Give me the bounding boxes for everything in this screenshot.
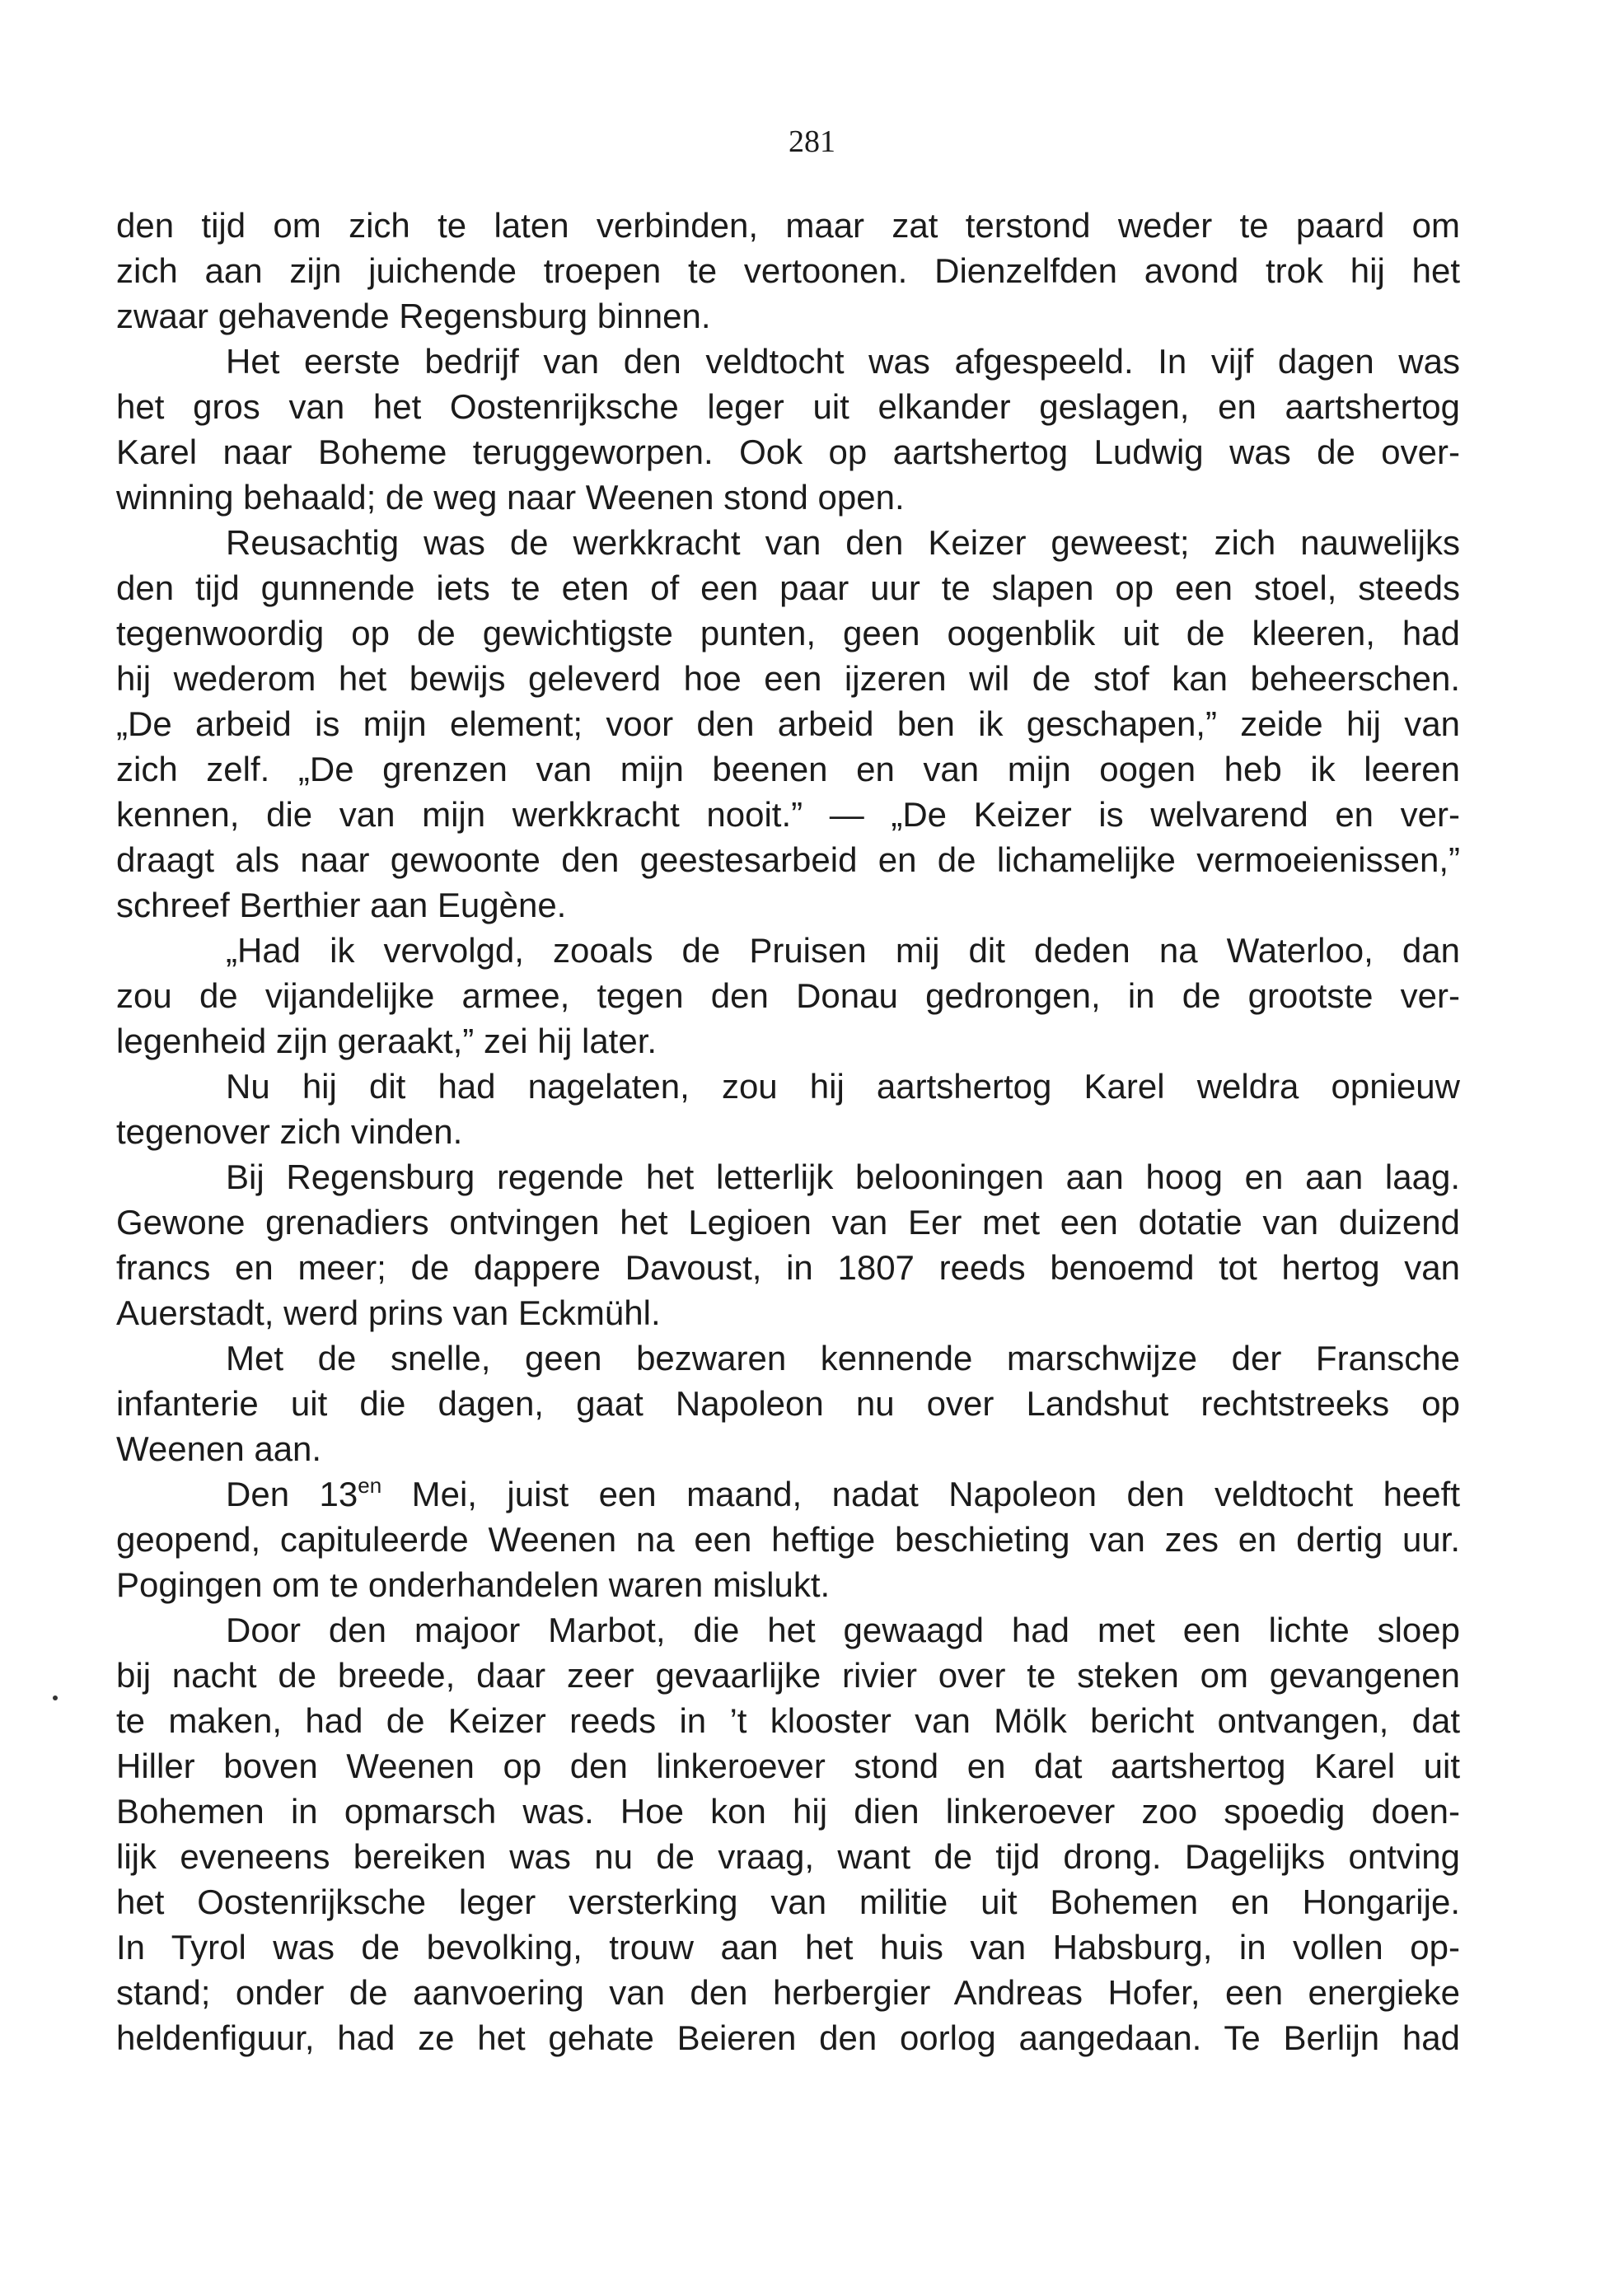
paragraph [116,1335,1460,1471]
text-line: lijk eveneens bereiken was nu de vraag, want de tijd drong. Dagelijks ontving [116,1837,1460,1876]
superscript: en [358,1473,382,1498]
text-line: bij nacht de breede, daar zeer gevaarlijke rivier over te steken om gevangenen [116,1656,1460,1695]
text-line: zou de vijandelijke armee, tegen den Donau gedrongen, in de grootste ver- [116,976,1460,1015]
margin-dot-mark [53,1695,58,1700]
text-line: draagt als naar gewoonte den geestesarbeid en de lichamelijke vermoeienissen,” [116,840,1460,879]
text-line: „De arbeid is mijn element; voor den arbeid ben ik geschapen,” zeide hij van [116,704,1460,743]
text-line: legenheid zijn geraakt,” zei hij later. [116,1022,658,1060]
body-text [116,203,1460,2060]
text-line: hij wederom het bewijs geleverd hoe een ijzeren wil de stof kan beheerschen. [116,659,1460,698]
paragraph [116,1154,1460,1335]
text-line: den tijd om zich te laten verbinden, maar zat terstond weder te paard om [116,206,1460,245]
paragraph [116,520,1460,928]
text-line: Met de snelle, geen bezwaren kennende marschwijze der Fransche [226,1339,1460,1377]
text-line: Weenen aan. [116,1429,322,1468]
text-line: Door den majoor Marbot, die het gewaagd had met een lichte sloep [226,1611,1460,1649]
text-line: Pogingen om te onderhandelen waren mislukt. [116,1565,831,1604]
text-line: Hiller boven Weenen op den linkeroever stond en dat aartshertog Karel uit [116,1747,1460,1785]
text-line: te maken, had de Keizer reeds in ’t klooster van Mölk bericht ontvangen, dat [116,1701,1460,1740]
text-line: geopend, capituleerde Weenen na een heftige beschieting van zes en dertig uur. [116,1520,1460,1559]
text-line: Gewone grenadiers ontvingen het Legioen van Eer met een dotatie van duizend [116,1203,1460,1242]
text-line: zich aan zijn juichende troepen te vertoonen. Dienzelfden avond trok hij het [116,251,1460,290]
text-line: In Tyrol was de bevolking, trouw aan het huis van Habsburg, in vollen op- [116,1928,1460,1967]
text-line: het gros van het Oostenrijksche leger uit elkander geslagen, en aartshertog [116,387,1460,426]
text-line: Nu hij dit had nagelaten, zou hij aartshertog Karel weldra opnieuw [226,1067,1460,1106]
text-line: tegenover zich vinden. [116,1112,463,1151]
text-line: Karel naar Boheme teruggeworpen. Ook op aartshertog Ludwig was de over- [116,433,1460,471]
page-number: 281 [789,124,835,159]
paragraph [116,1607,1460,2060]
text-line: stand; onder de aanvoering van den herbergier Andreas Hofer, een energieke [116,1973,1460,2012]
text-line: zwaar gehavende Regensburg binnen. [116,297,711,335]
paragraph [116,339,1460,520]
text-line: tegenwoordig op de gewichtigste punten, geen oogenblik uit de kleeren, had [116,614,1460,652]
text-line [116,1471,1460,1517]
text-line: infanterie uit die dagen, gaat Napoleon nu over Landshut rechtstreeks op [116,1384,1460,1423]
text-line: heldenfiguur, had ze het gehate Beieren den oorlog aangedaan. Te Berlijn had [116,2018,1460,2057]
paragraph [116,203,1460,339]
text-line: schreef Berthier aan Eugène. [116,886,567,924]
text-line: Het eerste bedrijf van den veldtocht was afgespeeld. In vijf dagen was [226,342,1460,381]
text-line: winning behaald; de weg naar Weenen stond open. [116,478,905,517]
text-line: kennen, die van mijn werkkracht nooit.” — „De Keizer is welvarend en ver- [116,795,1460,834]
text-line: Bij Regensburg regende het letterlijk belooningen aan hoog en aan laag. [226,1158,1460,1196]
paragraph [116,1471,1460,1607]
text-line: Bohemen in opmarsch was. Hoe kon hij dien linkeroever zoo spoedig doen- [116,1792,1460,1831]
text-line: francs en meer; de dappere Davoust, in 1807 reeds benoemd tot hertog van [116,1248,1460,1287]
text-line: het Oostenrijksche leger versterking van militie uit Bohemen en Hongarije. [116,1882,1460,1921]
text-line: Auerstadt, werd prins van Eckmühl. [116,1293,661,1332]
text-segment: Mei, juist een maand, nadat Napoleon den veldtocht heeft [381,1475,1460,1513]
text-segment: Den 13 [226,1475,358,1513]
paragraph [116,1064,1460,1154]
text-line: Reusachtig was de werkkracht van den Keizer geweest; zich nauwelijks [226,523,1460,562]
paragraph [116,928,1460,1064]
text-line: „Had ik vervolgd, zooals de Pruisen mij dit deden na Waterloo, dan [226,931,1460,970]
text-line: den tijd gunnende iets te eten of een paar uur te slapen op een stoel, steeds [116,568,1460,607]
text-line: zich zelf. „De grenzen van mijn beenen en van mijn oogen heb ik leeren [116,750,1460,788]
